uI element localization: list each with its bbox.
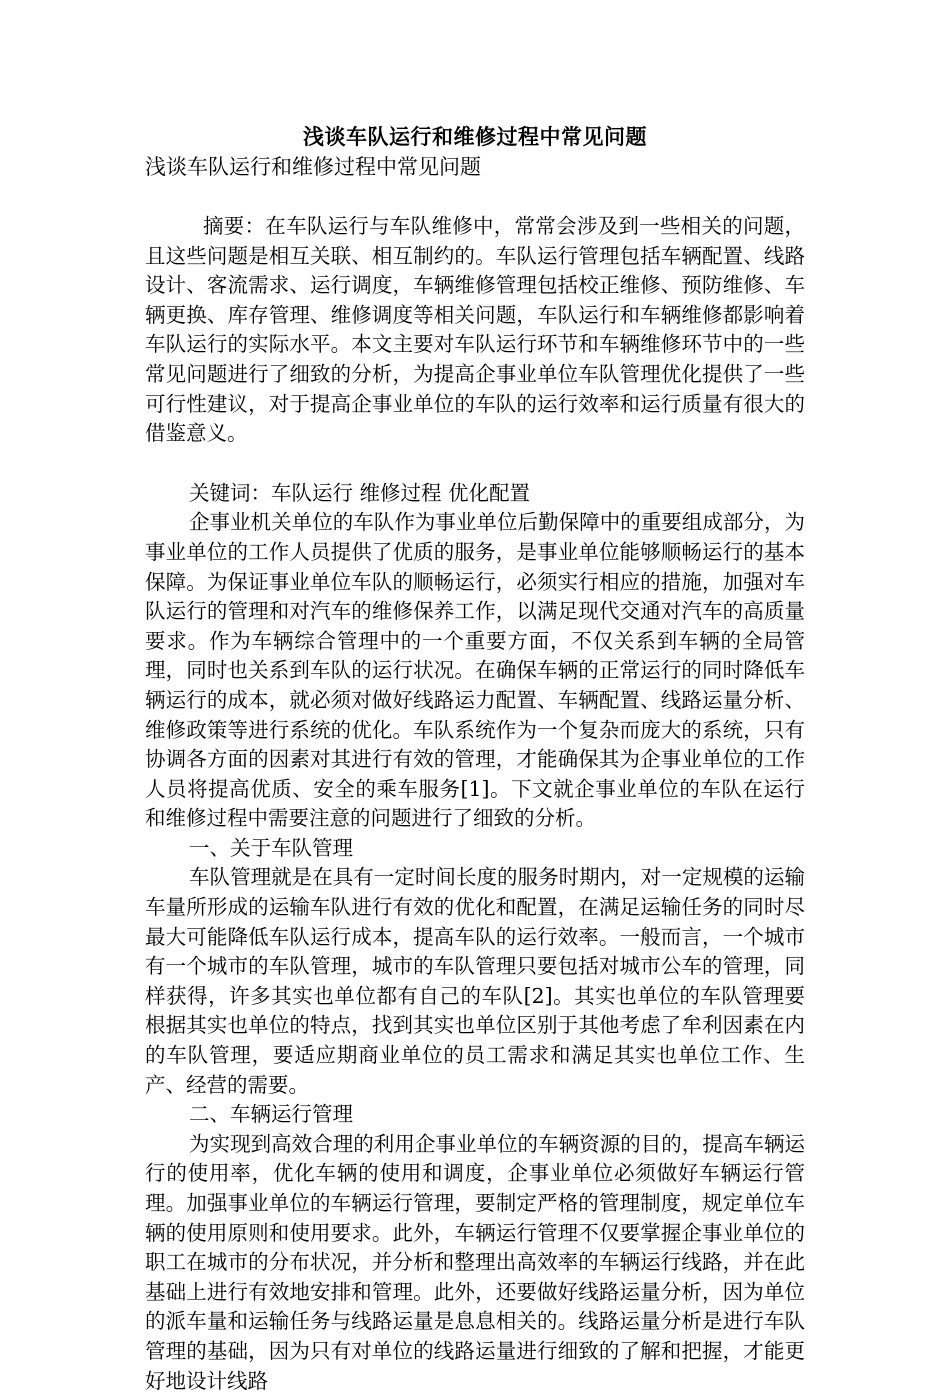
section-2-paragraph: 为实现到高效合理的利用企事业单位的车辆资源的目的，提高车辆运行的使用率，优化车辆的使用和调度，企事业单位必须做好车辆运行管理。加强事业单位的车辆运行管理，要制定严格的管理制度，规定单位车辆的使用原则和使用要求。此外，车辆运行管理不仅要掌握企事业单位的职工在城市的分布状况，并分析和整理出高效率的车辆运行线路，并在此基础上进行有效地安排和管理。此外，还要做好线路运量分析，因为单位的派车量和运输任务与线路运量是息息相关的。线路运量分析是进行车队管理的基础，因为只有对单位的线路运量进行细致的了解和把握，才能更好地设计线路	[145, 1131, 805, 1393]
section-1-paragraph: 车队管理就是在具有一定时间长度的服务时期内，对一定规模的运输车量所形成的运输车队进行有效的优化和配置，在满足运输任务的同时尽最大可能降低车队运行成本，提高车队的运行效率。一般而言，一个城市有一个城市的车队管理，城市的车队管理只要包括对城市公车的管理，同样获得，许多其实也单位都有自己的车队[2]。其实也单位的车队管理要根据其实也单位的特点，找到其实也单位区别于其他考虑了牟利因素在内的车队管理，要适应期商业单位的员工需求和满足其实也单位工作、生产、经营的需要。	[145, 865, 805, 1097]
abstract-paragraph: 摘要：在车队运行与车队维修中，常常会涉及到一些相关的问题，且这些问题是相互关联、相互制约的。车队运行管理包括车辆配置、线路设计、客流需求、运行调度，车辆维修管理包括校正维修、预防维修、车辆更换、库存管理、维修调度等相关问题，车队运行和车辆维修都影响着车队运行的实际水平。本文主要对车队运行环节和车辆维修环节中的一些常见问题进行了细致的分析，为提高企事业单位车队管理优化提供了一些可行性建议，对于提高企事业单位的车队的运行效率和运行质量有很大的借鉴意义。	[145, 214, 805, 446]
blank-line	[145, 449, 805, 479]
document-title: 浅谈车队运行和维修过程中常见问题	[303, 124, 647, 149]
document-page	[145, 122, 805, 1396]
intro-paragraph: 企事业机关单位的车队作为事业单位后勤保障中的重要组成部分，为事业单位的工作人员提供了优质的服务，是事业单位能够顺畅运行的基本保障。为保证事业单位车队的顺畅运行，必须实行相应的措施，加强对车队运行的管理和对汽车的维修保养工作，以满足现代交通对汽车的高质量要求。作为车辆综合管理中的一个重要方面，不仅关系到车辆的全局管理，同时也关系到车队的运行状况。在确保车辆的正常运行的同时降低车辆运行的成本，就必须对做好线路运力配置、车辆配置、线路运量分析、维修政策等进行系统的优化。车队系统作为一个复杂而庞大的系统，只有协调各方面的因素对其进行有效的管理，才能确保其为企事业单位的工作人员将提高优质、安全的乘车服务[1]。下文就企事业单位的车队在运行和维修过程中需要注意的问题进行了细致的分析。	[145, 510, 805, 831]
document-subtitle: 浅谈车队运行和维修过程中常见问题	[145, 155, 481, 179]
keywords-line: 关键词：车队运行 维修过程 优化配置	[189, 480, 531, 505]
section-1-heading: 一、关于车队管理	[189, 835, 353, 860]
blank-line	[145, 182, 805, 212]
section-2-heading: 二、车辆运行管理	[189, 1102, 353, 1127]
